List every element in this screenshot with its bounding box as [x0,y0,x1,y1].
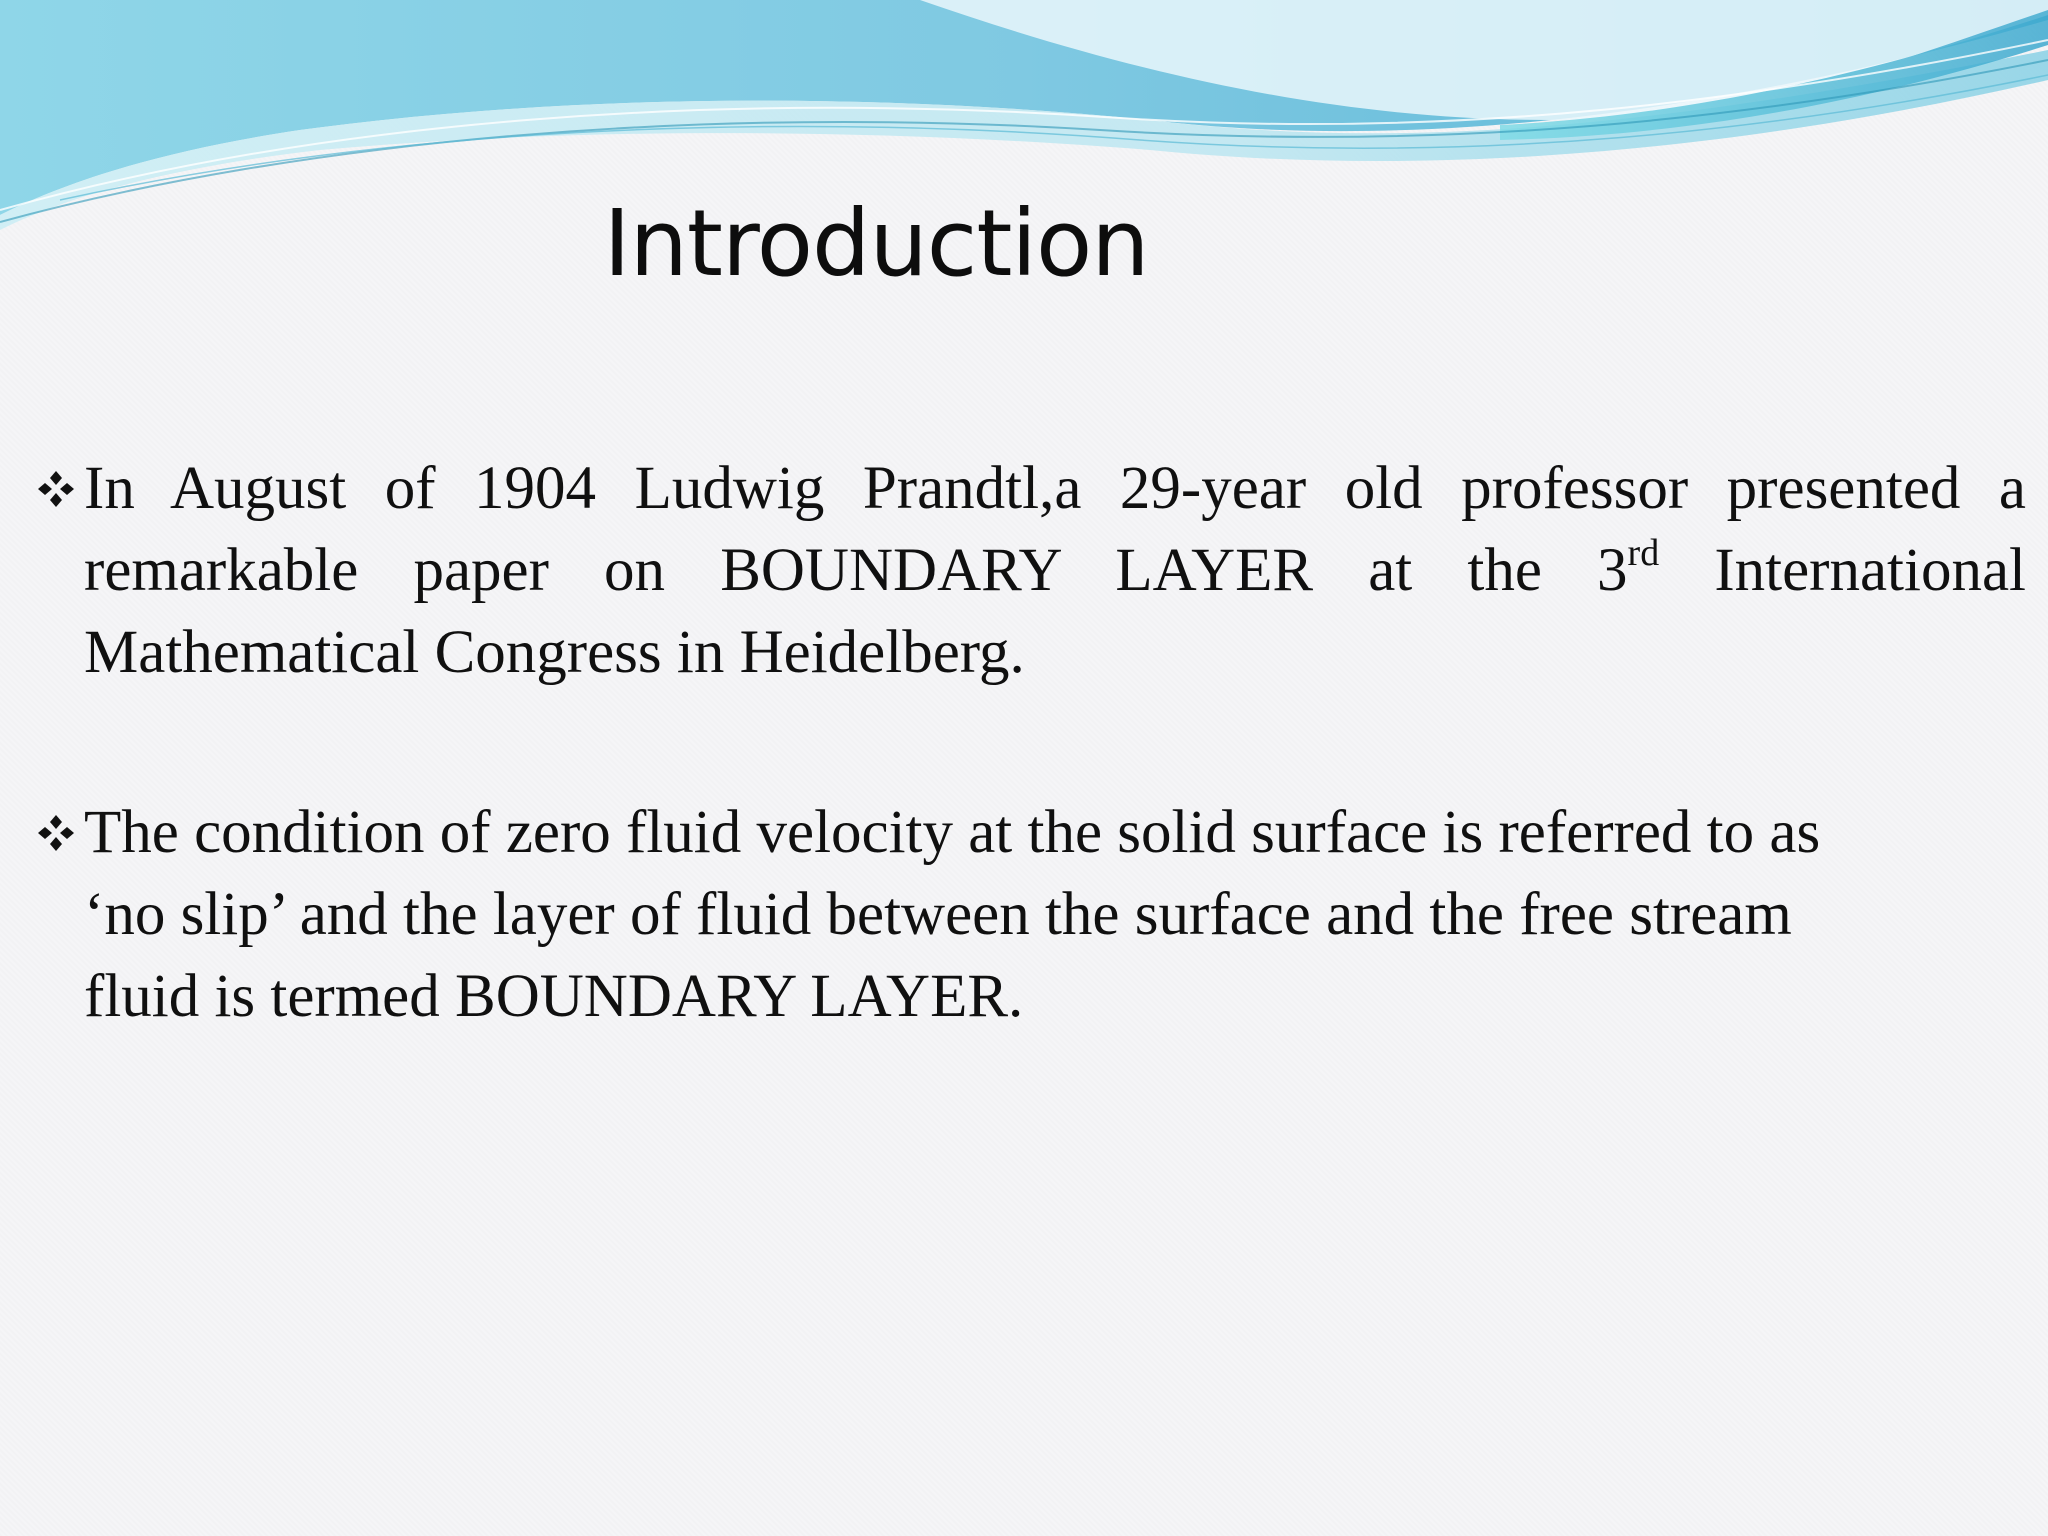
bullet-text [84,448,2026,694]
bullet-line: Mathematical Congress in Heidelberg. [84,619,1025,686]
bullet-text [84,792,2026,1038]
diamond-cluster-icon [28,792,84,874]
bullet-line: In August of 1904 Ludwig Prandtl,a 29-year old professor presented a [84,455,2026,522]
bullet-line-part: International [1659,537,2026,604]
diamond-cluster-icon [28,448,84,530]
bullet-line [84,530,2026,612]
bullet-item [28,792,2026,1038]
ordinal-superscript: rd [1627,531,1660,574]
bullet-line: fluid is termed BOUNDARY LAYER. [84,963,1024,1030]
bullet-line-part: remarkable paper on BOUNDARY LAYER at the 3 [84,537,1628,604]
slide-title: Introduction [603,190,1149,297]
bullet-line: ‘no slip’ and the layer of fluid between the surface and the free stream [84,881,1792,948]
bullet-item [28,448,2026,694]
bullet-line: The condition of zero fluid velocity at the solid surface is referred to as [84,799,1821,866]
